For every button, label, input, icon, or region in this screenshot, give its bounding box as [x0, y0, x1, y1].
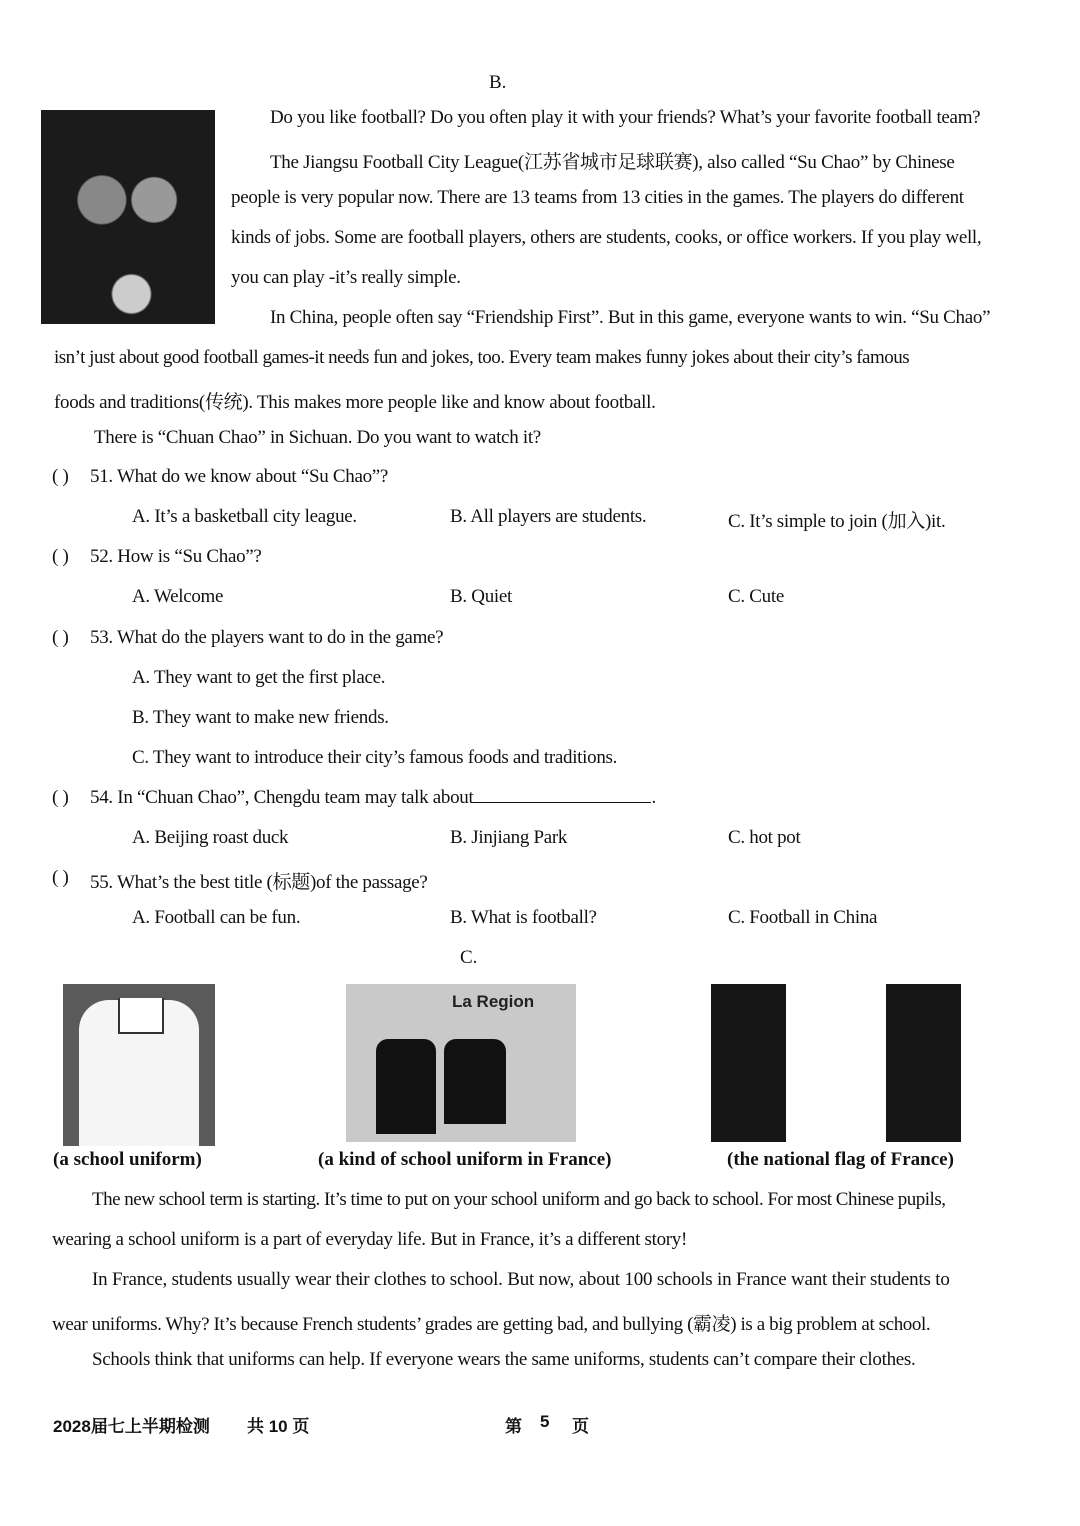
answer-bracket[interactable]: ( ): [52, 546, 69, 567]
collar-shape: [118, 998, 164, 1034]
answer-blank[interactable]: [473, 788, 651, 803]
passage-b-line: In China, people often say “Friendship First”. But in this game, everyone wants to win. “Su Chao”: [270, 307, 991, 328]
coat-shape: [376, 1039, 436, 1134]
question-stem: 55. What’s the best title (标题)of the passage?: [90, 872, 428, 893]
option-a: A. Football can be fun.: [132, 907, 301, 928]
option-b: B. They want to make new friends.: [132, 707, 389, 728]
option-b: B. Jinjiang Park: [450, 827, 568, 848]
question-stem-wrap: [90, 787, 656, 809]
shirt-shape: [444, 1039, 506, 1124]
option-b: B. What is football?: [450, 907, 597, 928]
page-prefix: 第: [505, 1417, 522, 1436]
option-c: C. They want to introduce their city’s famous foods and traditions.: [132, 747, 618, 768]
section-b-label: B.: [489, 72, 507, 93]
question-stem-end: .: [651, 787, 656, 808]
answer-bracket[interactable]: ( ): [52, 466, 69, 487]
passage-c-line: Schools think that uniforms can help. If everyone wears the same uniforms, students can’t compare their clothes.: [92, 1349, 916, 1370]
passage-c-line: wear uniforms. Why? It’s because French students’ grades are getting bad, and bullying (霸凌) is a big problem at school.: [52, 1314, 931, 1335]
passage-b-line: foods and traditions(传统). This makes more people like and know about football.: [54, 392, 656, 413]
section-c-label: C.: [460, 947, 478, 968]
passage-b-line: isn’t just about good football games-it needs fun and jokes, too. Every team makes funny jokes about their city’s famous: [54, 347, 910, 368]
passage-b-line: There is “Chuan Chao” in Sichuan. Do you want to watch it?: [94, 427, 541, 448]
passage-b-line: Do you like football? Do you often play it with your friends? What’s your favorite football team?: [270, 107, 981, 128]
france-uniform-image: [346, 984, 576, 1142]
passage-b-line: you can play -it’s really simple.: [231, 267, 461, 288]
mascot-photo: [41, 110, 215, 324]
page-suffix: 页: [572, 1417, 589, 1436]
option-a: A. Beijing roast duck: [132, 827, 289, 848]
option-a: A. It’s a basketball city league.: [132, 506, 357, 527]
passage-b-line: people is very popular now. There are 13 teams from 13 cities in the games. The players do different: [231, 187, 964, 208]
answer-bracket[interactable]: ( ): [52, 627, 69, 648]
passage-b-line: The Jiangsu Football City League(江苏省城市足球联赛), also called “Su Chao” by Chinese: [270, 152, 955, 173]
question-stem: 54. In “Chuan Chao”, Chengdu team may talk about: [90, 787, 474, 808]
flag-stripe-right: [886, 984, 961, 1142]
option-b: B. Quiet: [450, 586, 512, 607]
question-stem: 53. What do the players want to do in the game?: [90, 627, 444, 648]
total-pages: 共 10 页: [247, 1417, 310, 1436]
la-region-logo: La Region: [452, 992, 535, 1011]
option-c: C. hot pot: [728, 827, 801, 848]
question-stem: 51. What do we know about “Su Chao”?: [90, 466, 389, 487]
option-c: C. Football in China: [728, 907, 878, 928]
option-a: A. They want to get the first place.: [132, 667, 386, 688]
figure-caption: (the national flag of France): [727, 1149, 954, 1170]
option-b: B. All players are students.: [450, 506, 647, 527]
flag-stripe-left: [711, 984, 786, 1142]
figure-caption: (a school uniform): [53, 1149, 202, 1170]
answer-bracket[interactable]: ( ): [52, 787, 69, 808]
answer-bracket[interactable]: ( ): [52, 867, 69, 888]
page-number: 5: [540, 1412, 550, 1431]
option-c: C. Cute: [728, 586, 784, 607]
passage-c-line: wearing a school uniform is a part of everyday life. But in France, it’s a different story!: [52, 1229, 688, 1250]
option-c: C. It’s simple to join (加入)it.: [728, 511, 946, 532]
passage-b-line: kinds of jobs. Some are football players, others are students, cooks, or office workers. If you play well,: [231, 227, 982, 248]
passage-c-line: The new school term is starting. It’s time to put on your school uniform and go back to school. For most Chinese pupils,: [92, 1189, 946, 1210]
school-uniform-image: [63, 984, 215, 1146]
option-a: A. Welcome: [132, 586, 224, 607]
figure-caption: (a kind of school uniform in France): [318, 1149, 612, 1170]
question-stem: 52. How is “Su Chao”?: [90, 546, 262, 567]
exam-name: 2028届七上半期检测: [53, 1417, 210, 1436]
passage-c-line: In France, students usually wear their clothes to school. But now, about 100 schools in France want their students to: [92, 1269, 950, 1290]
